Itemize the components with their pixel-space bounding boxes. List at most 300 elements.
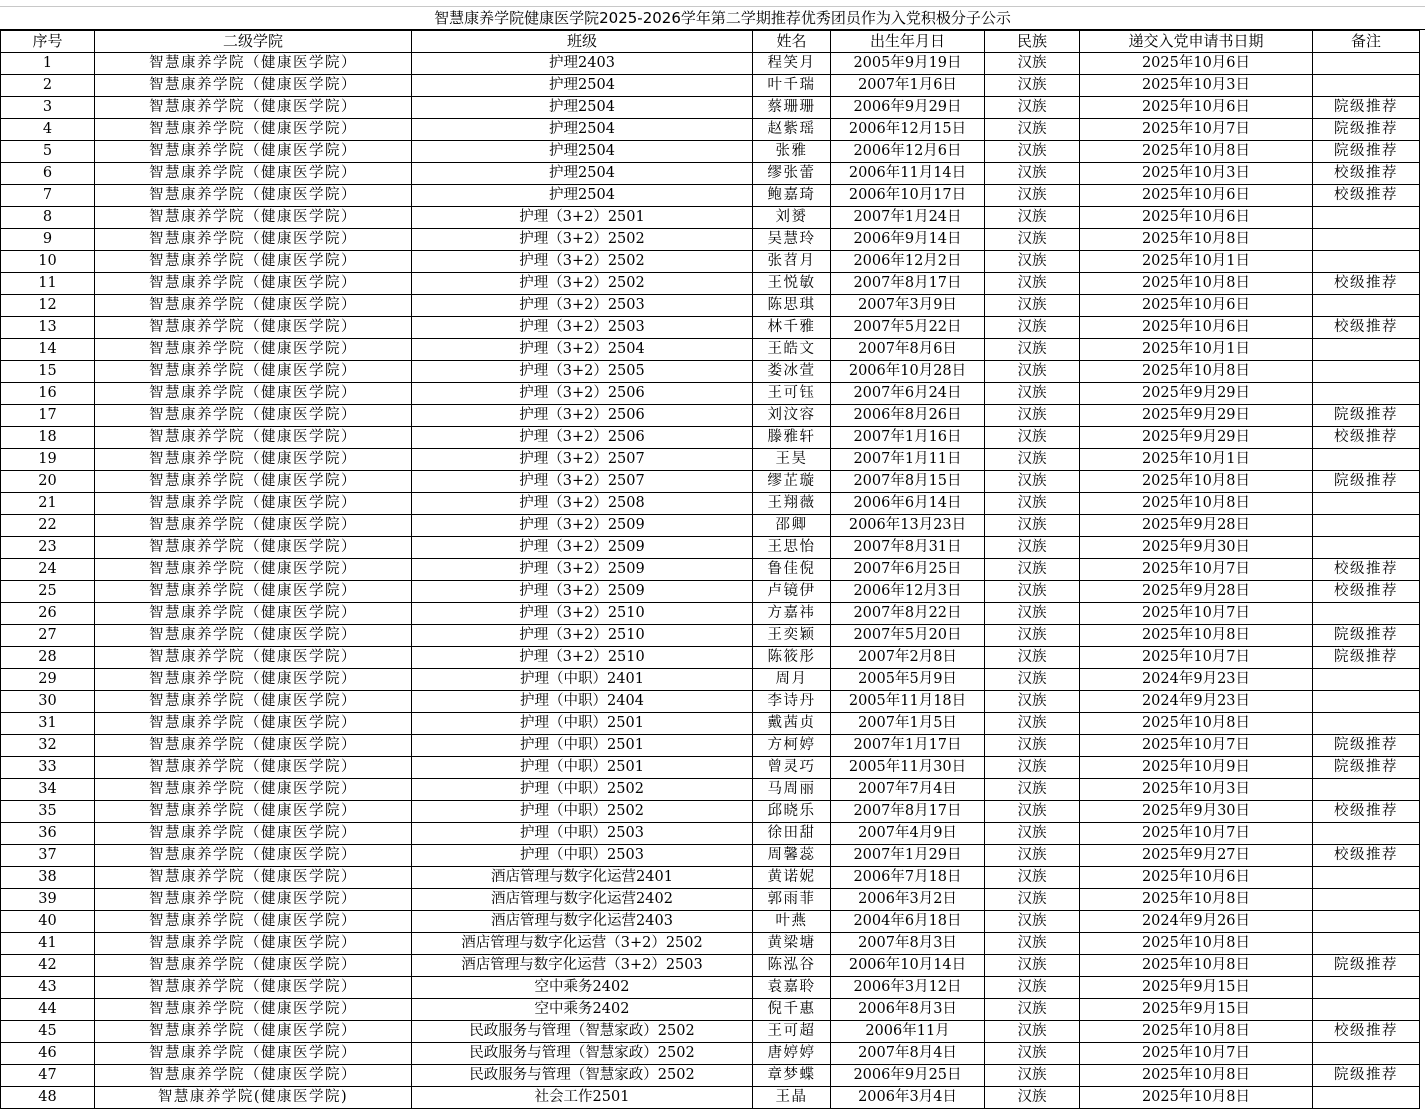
application-date-cell: 2025年10月8日 — [1080, 955, 1313, 977]
birthdate-cell: 2006年3月4日 — [831, 1087, 985, 1109]
header-cell: 递交入党申请书日期 — [1080, 31, 1313, 53]
name-cell: 章梦蝶 — [753, 1065, 831, 1087]
seq-cell: 7 — [1, 185, 95, 207]
table-row — [1, 97, 1420, 119]
table-row — [1, 317, 1420, 339]
name-cell: 刘汶容 — [753, 405, 831, 427]
application-date-cell: 2024年9月23日 — [1080, 669, 1313, 691]
class-cell: 酒店管理与数字化运营2402 — [412, 889, 753, 911]
ethnicity-cell: 汉族 — [985, 515, 1080, 537]
application-date-cell: 2025年10月6日 — [1080, 185, 1313, 207]
remark-cell: 院级推荐 — [1313, 955, 1420, 977]
seq-cell: 10 — [1, 251, 95, 273]
seq-cell: 18 — [1, 427, 95, 449]
name-cell: 唐婷婷 — [753, 1043, 831, 1065]
application-date-cell: 2025年10月9日 — [1080, 757, 1313, 779]
birthdate-cell: 2006年11月 — [831, 1021, 985, 1043]
name-cell: 李诗丹 — [753, 691, 831, 713]
class-cell: 护理（中职）2404 — [412, 691, 753, 713]
name-cell: 赵紫瑶 — [753, 119, 831, 141]
ethnicity-cell: 汉族 — [985, 317, 1080, 339]
header-cell: 出生年月日 — [831, 31, 985, 53]
birthdate-cell: 2006年13月23日 — [831, 515, 985, 537]
application-date-cell: 2025年9月28日 — [1080, 581, 1313, 603]
remark-cell: 校级推荐 — [1313, 427, 1420, 449]
table-row — [1, 559, 1420, 581]
college-cell: 智慧康养学院（健康医学院） — [95, 757, 412, 779]
college-cell: 智慧康养学院（健康医学院） — [95, 735, 412, 757]
header-cell: 备注 — [1313, 31, 1420, 53]
seq-cell: 39 — [1, 889, 95, 911]
college-cell: 智慧康养学院（健康医学院） — [95, 449, 412, 471]
name-cell: 叶燕 — [753, 911, 831, 933]
class-cell: 护理（3+2）2509 — [412, 515, 753, 537]
name-cell: 缪芷璇 — [753, 471, 831, 493]
remark-cell — [1313, 823, 1420, 845]
name-cell: 娄冰萱 — [753, 361, 831, 383]
birthdate-cell: 2007年2月8日 — [831, 647, 985, 669]
remark-cell — [1313, 515, 1420, 537]
name-cell: 周馨蕊 — [753, 845, 831, 867]
application-date-cell: 2025年9月15日 — [1080, 999, 1313, 1021]
name-cell: 张苕月 — [753, 251, 831, 273]
college-cell: 智慧康养学院（健康医学院） — [95, 185, 412, 207]
name-cell: 刘赟 — [753, 207, 831, 229]
birthdate-cell: 2006年12月15日 — [831, 119, 985, 141]
remark-cell — [1313, 229, 1420, 251]
application-date-cell: 2025年10月8日 — [1080, 933, 1313, 955]
ethnicity-cell: 汉族 — [985, 735, 1080, 757]
name-cell: 方柯婷 — [753, 735, 831, 757]
ethnicity-cell: 汉族 — [985, 713, 1080, 735]
ethnicity-cell: 汉族 — [985, 427, 1080, 449]
remark-cell: 院级推荐 — [1313, 119, 1420, 141]
table-row — [1, 75, 1420, 97]
birthdate-cell: 2007年3月9日 — [831, 295, 985, 317]
remark-cell: 院级推荐 — [1313, 647, 1420, 669]
application-date-cell: 2025年10月1日 — [1080, 251, 1313, 273]
college-cell: 智慧康养学院（健康医学院） — [95, 493, 412, 515]
birthdate-cell: 2006年10月14日 — [831, 955, 985, 977]
application-date-cell: 2025年10月6日 — [1080, 53, 1313, 75]
header-cell: 民族 — [985, 31, 1080, 53]
ethnicity-cell: 汉族 — [985, 141, 1080, 163]
application-date-cell: 2025年10月3日 — [1080, 75, 1313, 97]
college-cell: 智慧康养学院（健康医学院） — [95, 603, 412, 625]
page-title: 智慧康养学院健康医学院2025-2026学年第二学期推荐优秀团员作为入党积极分子公示 — [0, 7, 1425, 30]
table-row — [1, 625, 1420, 647]
remark-cell: 校级推荐 — [1313, 185, 1420, 207]
name-cell: 张雅 — [753, 141, 831, 163]
ethnicity-cell: 汉族 — [985, 1043, 1080, 1065]
table-row — [1, 823, 1420, 845]
ethnicity-cell: 汉族 — [985, 97, 1080, 119]
birthdate-cell: 2007年1月29日 — [831, 845, 985, 867]
remark-cell — [1313, 493, 1420, 515]
birthdate-cell: 2007年5月22日 — [831, 317, 985, 339]
remark-cell: 校级推荐 — [1313, 845, 1420, 867]
class-cell: 护理（3+2）2505 — [412, 361, 753, 383]
header-cell: 二级学院 — [95, 31, 412, 53]
college-cell: 智慧康养学院（健康医学院） — [95, 229, 412, 251]
remark-cell: 院级推荐 — [1313, 141, 1420, 163]
table-row — [1, 647, 1420, 669]
class-cell: 护理（中职）2503 — [412, 845, 753, 867]
name-cell: 方嘉祎 — [753, 603, 831, 625]
remark-cell — [1313, 669, 1420, 691]
remark-cell — [1313, 75, 1420, 97]
birthdate-cell: 2007年8月6日 — [831, 339, 985, 361]
ethnicity-cell: 汉族 — [985, 493, 1080, 515]
ethnicity-cell: 汉族 — [985, 801, 1080, 823]
class-cell: 护理2504 — [412, 97, 753, 119]
table-row — [1, 779, 1420, 801]
class-cell: 护理（3+2）2509 — [412, 581, 753, 603]
birthdate-cell: 2006年10月17日 — [831, 185, 985, 207]
seq-cell: 30 — [1, 691, 95, 713]
application-date-cell: 2025年10月8日 — [1080, 1065, 1313, 1087]
class-cell: 护理（3+2）2502 — [412, 251, 753, 273]
application-date-cell: 2025年10月8日 — [1080, 361, 1313, 383]
birthdate-cell: 2005年5月9日 — [831, 669, 985, 691]
application-date-cell: 2025年10月8日 — [1080, 889, 1313, 911]
ethnicity-cell: 汉族 — [985, 405, 1080, 427]
name-cell: 林千雅 — [753, 317, 831, 339]
seq-cell: 12 — [1, 295, 95, 317]
application-date-cell: 2025年10月6日 — [1080, 207, 1313, 229]
class-cell: 护理（中职）2503 — [412, 823, 753, 845]
college-cell: 智慧康养学院（健康医学院） — [95, 977, 412, 999]
birthdate-cell: 2006年12月6日 — [831, 141, 985, 163]
table-row — [1, 889, 1420, 911]
name-cell: 邱晓乐 — [753, 801, 831, 823]
class-cell: 护理2504 — [412, 141, 753, 163]
remark-cell: 校级推荐 — [1313, 581, 1420, 603]
seq-cell: 41 — [1, 933, 95, 955]
class-cell: 护理（3+2）2501 — [412, 207, 753, 229]
table-row — [1, 493, 1420, 515]
class-cell: 护理2403 — [412, 53, 753, 75]
seq-cell: 38 — [1, 867, 95, 889]
birthdate-cell: 2006年11月14日 — [831, 163, 985, 185]
name-cell: 王可超 — [753, 1021, 831, 1043]
seq-cell: 20 — [1, 471, 95, 493]
seq-cell: 37 — [1, 845, 95, 867]
seq-cell: 16 — [1, 383, 95, 405]
name-cell: 王昊 — [753, 449, 831, 471]
remark-cell: 校级推荐 — [1313, 317, 1420, 339]
seq-cell: 25 — [1, 581, 95, 603]
college-cell: 智慧康养学院（健康医学院） — [95, 339, 412, 361]
class-cell: 护理（3+2）2503 — [412, 295, 753, 317]
header-cell: 班级 — [412, 31, 753, 53]
seq-cell: 45 — [1, 1021, 95, 1043]
birthdate-cell: 2007年1月17日 — [831, 735, 985, 757]
class-cell: 酒店管理与数字化运营（3+2）2502 — [412, 933, 753, 955]
class-cell: 护理（3+2）2506 — [412, 405, 753, 427]
name-cell: 袁嘉聆 — [753, 977, 831, 999]
class-cell: 民政服务与管理（智慧家政）2502 — [412, 1021, 753, 1043]
birthdate-cell: 2007年8月3日 — [831, 933, 985, 955]
name-cell: 鲍嘉琦 — [753, 185, 831, 207]
remark-cell: 校级推荐 — [1313, 559, 1420, 581]
ethnicity-cell: 汉族 — [985, 933, 1080, 955]
college-cell: 智慧康养学院（健康医学院） — [95, 647, 412, 669]
remark-cell — [1313, 295, 1420, 317]
ethnicity-cell: 汉族 — [985, 1021, 1080, 1043]
remark-cell — [1313, 911, 1420, 933]
college-cell: 智慧康养学院（健康医学院） — [95, 823, 412, 845]
application-date-cell: 2025年10月1日 — [1080, 449, 1313, 471]
class-cell: 护理（3+2）2506 — [412, 383, 753, 405]
class-cell: 护理（3+2）2507 — [412, 449, 753, 471]
class-cell: 护理2504 — [412, 119, 753, 141]
application-date-cell: 2024年9月23日 — [1080, 691, 1313, 713]
table-row — [1, 537, 1420, 559]
seq-cell: 13 — [1, 317, 95, 339]
seq-cell: 34 — [1, 779, 95, 801]
seq-cell: 15 — [1, 361, 95, 383]
college-cell: 智慧康养学院（健康医学院） — [95, 933, 412, 955]
remark-cell — [1313, 889, 1420, 911]
class-cell: 护理（中职）2501 — [412, 757, 753, 779]
remark-cell — [1313, 603, 1420, 625]
name-cell: 吴慧玲 — [753, 229, 831, 251]
table-row — [1, 801, 1420, 823]
birthdate-cell: 2006年3月2日 — [831, 889, 985, 911]
seq-cell: 46 — [1, 1043, 95, 1065]
seq-cell: 31 — [1, 713, 95, 735]
table-row — [1, 1065, 1420, 1087]
class-cell: 护理（3+2）2507 — [412, 471, 753, 493]
birthdate-cell: 2006年9月25日 — [831, 1065, 985, 1087]
table-row — [1, 603, 1420, 625]
seq-cell: 48 — [1, 1087, 95, 1109]
ethnicity-cell: 汉族 — [985, 273, 1080, 295]
application-date-cell: 2025年10月7日 — [1080, 823, 1313, 845]
remark-cell: 院级推荐 — [1313, 735, 1420, 757]
seq-cell: 29 — [1, 669, 95, 691]
name-cell: 王晶 — [753, 1087, 831, 1109]
table-row — [1, 449, 1420, 471]
ethnicity-cell: 汉族 — [985, 955, 1080, 977]
name-cell: 曾灵巧 — [753, 757, 831, 779]
remark-cell — [1313, 779, 1420, 801]
table-row — [1, 1087, 1420, 1109]
ethnicity-cell: 汉族 — [985, 889, 1080, 911]
birthdate-cell: 2007年6月24日 — [831, 383, 985, 405]
remark-cell: 院级推荐 — [1313, 405, 1420, 427]
class-cell: 护理（3+2）2509 — [412, 559, 753, 581]
ethnicity-cell: 汉族 — [985, 999, 1080, 1021]
table-row — [1, 207, 1420, 229]
remark-cell — [1313, 251, 1420, 273]
table-row — [1, 713, 1420, 735]
remark-cell: 校级推荐 — [1313, 273, 1420, 295]
name-cell: 黄梁塘 — [753, 933, 831, 955]
ethnicity-cell: 汉族 — [985, 163, 1080, 185]
class-cell: 护理（3+2）2502 — [412, 229, 753, 251]
ethnicity-cell: 汉族 — [985, 559, 1080, 581]
name-cell: 陈筱彤 — [753, 647, 831, 669]
application-date-cell: 2024年9月26日 — [1080, 911, 1313, 933]
remark-cell — [1313, 1087, 1420, 1109]
birthdate-cell: 2007年8月22日 — [831, 603, 985, 625]
college-cell: 智慧康养学院（健康医学院） — [95, 867, 412, 889]
ethnicity-cell: 汉族 — [985, 537, 1080, 559]
seq-cell: 40 — [1, 911, 95, 933]
class-cell: 护理2504 — [412, 75, 753, 97]
name-cell: 王皓文 — [753, 339, 831, 361]
remark-cell — [1313, 867, 1420, 889]
remark-cell: 校级推荐 — [1313, 1021, 1420, 1043]
class-cell: 民政服务与管理（智慧家政）2502 — [412, 1043, 753, 1065]
application-date-cell: 2025年9月28日 — [1080, 515, 1313, 537]
seq-cell: 35 — [1, 801, 95, 823]
table-row — [1, 339, 1420, 361]
college-cell: 智慧康养学院（健康医学院） — [95, 471, 412, 493]
seq-cell: 26 — [1, 603, 95, 625]
application-date-cell: 2025年9月29日 — [1080, 427, 1313, 449]
table-row — [1, 229, 1420, 251]
name-cell: 马周丽 — [753, 779, 831, 801]
seq-cell: 4 — [1, 119, 95, 141]
college-cell: 智慧康养学院（健康医学院） — [95, 317, 412, 339]
remark-cell — [1313, 383, 1420, 405]
ethnicity-cell: 汉族 — [985, 1065, 1080, 1087]
birthdate-cell: 2005年11月18日 — [831, 691, 985, 713]
ethnicity-cell: 汉族 — [985, 911, 1080, 933]
table-row — [1, 691, 1420, 713]
table-row — [1, 471, 1420, 493]
college-cell: 智慧康养学院（健康医学院） — [95, 251, 412, 273]
college-cell: 智慧康养学院（健康医学院） — [95, 97, 412, 119]
college-cell: 智慧康养学院（健康医学院） — [95, 713, 412, 735]
name-cell: 倪千惠 — [753, 999, 831, 1021]
name-cell: 陈思琪 — [753, 295, 831, 317]
college-cell: 智慧康养学院（健康医学院） — [95, 801, 412, 823]
table-row — [1, 735, 1420, 757]
college-cell: 智慧康养学院（健康医学院） — [95, 163, 412, 185]
table-row — [1, 119, 1420, 141]
name-cell: 邵卿 — [753, 515, 831, 537]
remark-cell — [1313, 361, 1420, 383]
remark-cell — [1313, 339, 1420, 361]
application-date-cell: 2025年10月3日 — [1080, 163, 1313, 185]
birthdate-cell: 2007年1月6日 — [831, 75, 985, 97]
name-cell: 王翔薇 — [753, 493, 831, 515]
seq-cell: 33 — [1, 757, 95, 779]
college-cell: 智慧康养学院（健康医学院） — [95, 845, 412, 867]
college-cell: 智慧康养学院（健康医学院） — [95, 1065, 412, 1087]
remark-cell — [1313, 691, 1420, 713]
table-row — [1, 1021, 1420, 1043]
seq-cell: 11 — [1, 273, 95, 295]
application-date-cell: 2025年10月1日 — [1080, 339, 1313, 361]
table-row — [1, 251, 1420, 273]
birthdate-cell: 2006年12月2日 — [831, 251, 985, 273]
remark-cell: 院级推荐 — [1313, 757, 1420, 779]
application-date-cell: 2025年9月15日 — [1080, 977, 1313, 999]
birthdate-cell: 2005年9月19日 — [831, 53, 985, 75]
birthdate-cell: 2007年4月9日 — [831, 823, 985, 845]
table-row — [1, 999, 1420, 1021]
application-date-cell: 2025年10月8日 — [1080, 471, 1313, 493]
table-row — [1, 53, 1420, 75]
remark-cell — [1313, 537, 1420, 559]
name-cell: 卢镜伊 — [753, 581, 831, 603]
birthdate-cell: 2006年8月26日 — [831, 405, 985, 427]
college-cell: 智慧康养学院（健康医学院） — [95, 141, 412, 163]
seq-cell: 21 — [1, 493, 95, 515]
name-cell: 徐田甜 — [753, 823, 831, 845]
remark-cell: 院级推荐 — [1313, 625, 1420, 647]
seq-cell: 36 — [1, 823, 95, 845]
ethnicity-cell: 汉族 — [985, 75, 1080, 97]
college-cell: 智慧康养学院（健康医学院） — [95, 207, 412, 229]
birthdate-cell: 2007年8月31日 — [831, 537, 985, 559]
seq-cell: 24 — [1, 559, 95, 581]
college-cell: 智慧康养学院（健康医学院） — [95, 559, 412, 581]
table-row — [1, 295, 1420, 317]
seq-cell: 3 — [1, 97, 95, 119]
table-row — [1, 427, 1420, 449]
table-row — [1, 933, 1420, 955]
seq-cell: 23 — [1, 537, 95, 559]
birthdate-cell: 2004年6月18日 — [831, 911, 985, 933]
application-date-cell: 2025年10月7日 — [1080, 559, 1313, 581]
birthdate-cell: 2006年9月14日 — [831, 229, 985, 251]
birthdate-cell: 2007年1月16日 — [831, 427, 985, 449]
ethnicity-cell: 汉族 — [985, 691, 1080, 713]
name-cell: 黄诺妮 — [753, 867, 831, 889]
name-cell: 陈泓谷 — [753, 955, 831, 977]
header-cell: 序号 — [1, 31, 95, 53]
birthdate-cell: 2007年8月4日 — [831, 1043, 985, 1065]
birthdate-cell: 2007年8月17日 — [831, 801, 985, 823]
remark-cell — [1313, 977, 1420, 999]
table-row — [1, 977, 1420, 999]
seq-cell: 1 — [1, 53, 95, 75]
application-date-cell: 2025年10月8日 — [1080, 713, 1313, 735]
birthdate-cell: 2006年12月3日 — [831, 581, 985, 603]
ethnicity-cell: 汉族 — [985, 1087, 1080, 1109]
table-row — [1, 141, 1420, 163]
ethnicity-cell: 汉族 — [985, 867, 1080, 889]
table-row — [1, 911, 1420, 933]
name-cell: 王思怡 — [753, 537, 831, 559]
application-date-cell: 2025年10月6日 — [1080, 867, 1313, 889]
class-cell: 护理（中职）2502 — [412, 801, 753, 823]
class-cell: 酒店管理与数字化运营（3+2）2503 — [412, 955, 753, 977]
ethnicity-cell: 汉族 — [985, 207, 1080, 229]
birthdate-cell: 2006年9月29日 — [831, 97, 985, 119]
remark-cell — [1313, 53, 1420, 75]
application-date-cell: 2025年10月8日 — [1080, 229, 1313, 251]
class-cell: 酒店管理与数字化运营2401 — [412, 867, 753, 889]
application-date-cell: 2025年10月7日 — [1080, 1043, 1313, 1065]
application-date-cell: 2025年9月29日 — [1080, 383, 1313, 405]
candidates-table — [0, 30, 1420, 1109]
class-cell: 护理（3+2）2508 — [412, 493, 753, 515]
header-row — [1, 31, 1420, 53]
college-cell: 智慧康养学院（健康医学院） — [95, 515, 412, 537]
application-date-cell: 2025年10月7日 — [1080, 735, 1313, 757]
college-cell: 智慧康养学院（健康医学院） — [95, 625, 412, 647]
ethnicity-cell: 汉族 — [985, 581, 1080, 603]
seq-cell: 2 — [1, 75, 95, 97]
college-cell: 智慧康养学院（健康医学院） — [95, 779, 412, 801]
